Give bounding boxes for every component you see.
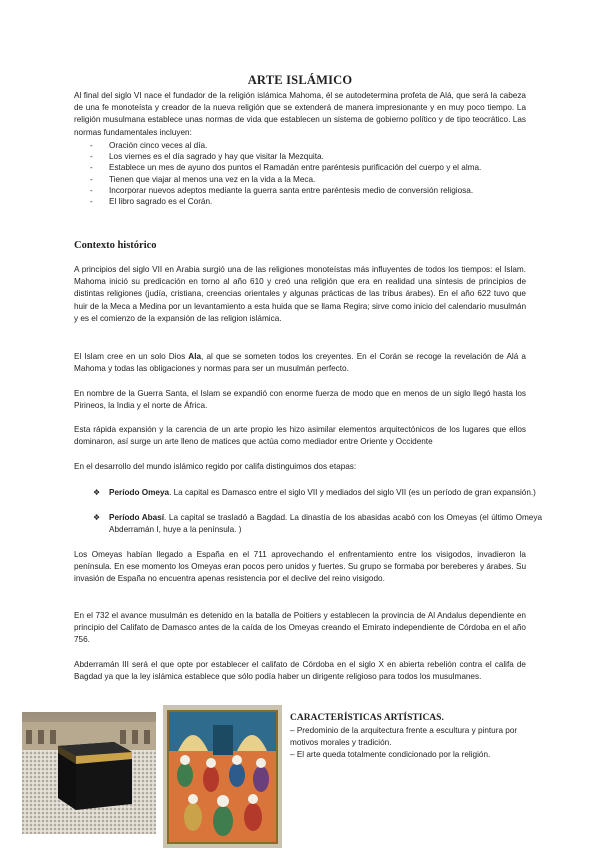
diamond-bullet-icon: ❖ [93,513,101,522]
characteristics-heading: CARACTERÍSTICAS ARTÍSTICAS. [290,713,444,723]
kaaba-photo [22,712,156,834]
stage-item: ❖ Período Abasí. La capital se trasladó a Bagdad. La dinastía de los abasidas acabó con los Omeyas (el último Omeya Abderramán I, huye a la península. ) [93,513,543,535]
list-item: - Los viernes es el día sagrado y hay que visitar la Mezquita. [90,152,324,162]
context-paragraph-5: En el desarrollo del mundo islámico regido por califa distinguimos dos etapas: [74,462,357,471]
list-item: - Tienen que viajar al menos una vez en la vida a la Meca. [90,174,316,184]
list-item: - Oración cinco veces al día. [90,141,208,150]
page-title: ARTE ISLÁMICO [247,73,353,87]
list-item: - Incorporar nuevos adeptos mediante la guerra santa entre paréntesis medio de conversión religiosa. [90,185,474,195]
list-item: - El libro sagrado es el Corán. [90,197,213,207]
characteristic-item: – Predominio de la arquitectura frente a escultura y pintura por motivos morales y tradición. [290,726,518,747]
section-heading-context: Contexto histórico [74,240,157,251]
context-paragraph-4: Esta rápida expansión y la carencia de un arte propio les hizo asimilar elementos arquitectónicos de los lugares que ellos dominaron, así surge un arte lleno de matices que actúa como mediador entre Oriente y Occidente [74,425,526,447]
context-paragraph-6: Los Omeyas habían llegado a España en el 711 aprovechando el enfrentamiento entre los visigodos, invadieron la península. En ese momento los Omeyas eran pocos pero unidos y fuertes. Su grupo se formaba por bereberes y árabes. Su invasión de España no encuentra apenas resistencia por el declive del reino visigodo. [74,550,526,584]
norms-list [90,140,530,207]
context-paragraph-2: El Islam cree en un solo Dios Ala, al que se someten todos los creyentes. En el Corán se recoge la revelación de Alá a Mahoma y todas las obligaciones y normas para ser un musulmán perfecto. [74,352,526,374]
characteristic-item: – El arte queda totalmente condicionado por la religión. [290,750,491,759]
context-paragraph-8: Abderramán III será el que opte por establecer el califato de Córdoba en el siglo X en abierta rebelión contra el califa de Bagdad ya que la ley islámica establece que sólo podía haber un dirigente religioso para todos los musulmanes. [74,660,526,682]
context-paragraph-1: A principios del siglo VII en Arabia surgió una de las religiones monoteístas más influyentes de todos los tiempos: el Islam. Mahoma inició su predicación en torno al año 610 y creó una religión que era en realidad una síntesis de principios de distintas religiones (judía, cristiana, creencias orientales y algunas prácticas de las tribus árabes). En el año 622 tuvo que huir de la Meca a Medina por un levantamiento a esta huida que se llama Regira; sirve como inicio del calendario musulmán y es el comienzo de la expansión de las religion islámica. [74,265,526,323]
diamond-bullet-icon: ❖ [93,488,101,497]
stage-item: ❖ Período Omeya. La capital es Damasco entre el siglo VII y mediados del siglo VII (es un período de gran expansión.) [93,487,542,499]
context-paragraph-7: En el 732 el avance musulmán es detenido en la batalla de Poitiers y establecen la provincia de Al Andalus dependiente en principio del Califato de Damasco antes de la caída de los Omeyas creando el Emirato independiente de Córdoba en el año 756. [74,611,526,645]
context-paragraph-3: En nombre de la Guerra Santa, el Islam se expandió con enorme fuerza de modo que en menos de un siglo llegó hasta los Pirineos, la India y el norte de África. [74,389,526,411]
intro-paragraph: Al final del siglo VI nace el fundador de la religión islámica Mahoma, él se autodetermina profeta de Alá, que será la cabeza de una fe monoteísta y creador de la nueva religión que se extenderá de manera impresionante y en muy poco tiempo. La religión musulmana establece unas normas de vida que establecen un sistema de gobierno político y de tipo teocrático. Las normas fundamentales incluyen: [74,91,526,137]
list-item: - Establece un mes de ayuno dos puntos el Ramadán entre paréntesis purificación del cuerpo y el alma. [90,163,482,173]
islamic-miniature-painting [163,705,282,848]
